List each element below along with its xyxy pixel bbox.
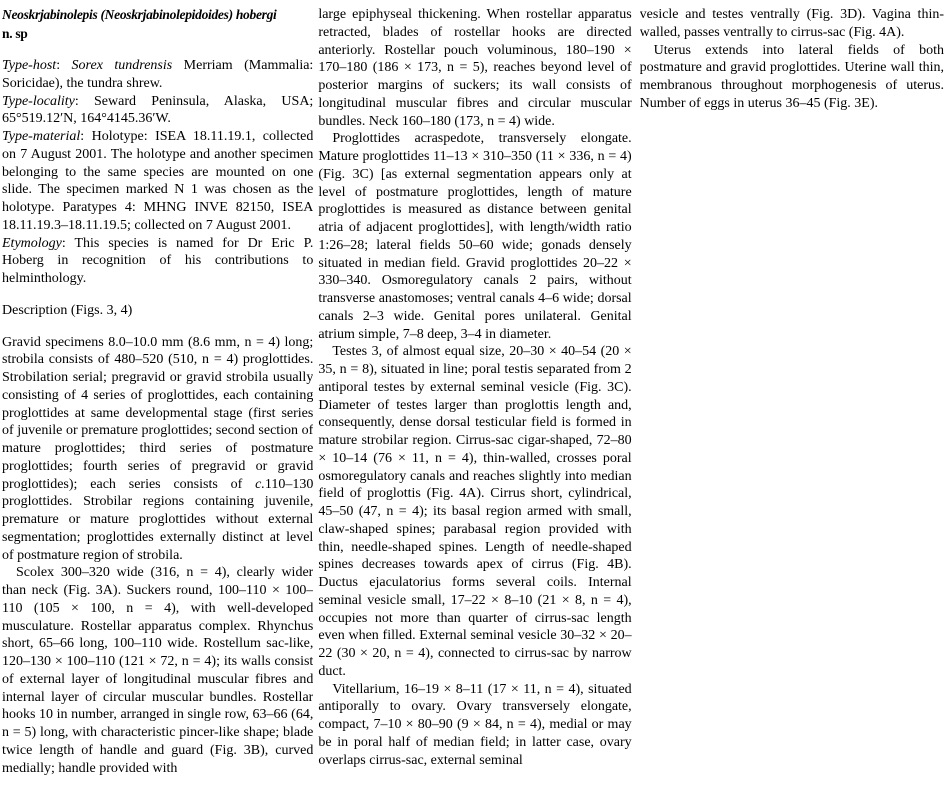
text-segment: Testes 3, of almost equal size, 20–30 × 40–54 (20 × 35, n = 8), situated in line; poral testis separated from 2 antiporal testes by external seminal vesicle (Fig. 3C). Diameter of testes larger than proglottis length and, consequently, dense dorsal testicular field is formed in mature strobilar region. Cirrus-sac cigar-shaped, 72–80 × 10–14 (76 × 11, n = 4), thin-walled, crosses poral osmoregulatory canals and reaches slightly into median field of proglottis (Fig. 4A). Cirrus short, cylindrical, 45–50 (47, n = 4); its basal region armed with small, claw-shaped spines; parabasal region provided with thin, needle-shaped spines. Length of needle-shaped spines decreases towards apex of cirrus (Fig. 4B). Ductus ejaculatorius forms several coils. Internal seminal vesicle small, 17–22 × 8–10 (21 × 8, n = 4), occupies not more than quarter of cirrus-sac length even when filled. External seminal vesicle 30–32 × 20–22 (30 × 20, n = 4), connected to cirrus-sac by narrow duct. [318, 344, 632, 679]
column-middle [318, 6, 631, 791]
text-segment: Neoskrjabinolepis (Neoskrjabinolepidoides) hobergi [2, 7, 277, 22]
text-segment: Vitellarium, 16–19 × 8–11 (17 × 11, n = 4), situated antiporally to ovary. Ovary transversely elongate, compact, 7–10 × 80–90 (9 × 84, n = 4), medial or may be in poral half of median field; in latter case, ovary overlaps cirrus-sac, external seminal [318, 681, 632, 768]
text-segment: large epiphyseal thickening. When rostellar apparatus retracted, blades of rostellar hooks are directed anteriorly. Rostellar pouch voluminous, 180–190 × 170–180 (186 × 173, n = 5), reaches beyond level of posterior margins of suckers; its wall consists of longitudinal muscular fibres and circular muscular bundles. Neck 160–180 (173, n = 4) wide. [318, 7, 632, 129]
scolex-paragraph [2, 564, 313, 777]
text-segment: Proglottides acraspedote, transversely elongate. Mature proglottides 11–13 × 310–350 (11 × 336, n = 4) (Fig. 3C) [as external segmentation appears only at level of postmature proglottides, length of mature proglottides is measured as distance between genital atria of adjacent proglottides], with length/width ratio 1:26–28; lateral fields 50–60 wide; gonads densely situated in median field. Gravid proglottides 20–22 × 330–340. Osmoregulatory canals 2 pairs, without transverse anastomoses; ventral canals 4–6 wide; dorsal canals 2–3 wide. Genital pores unilateral. Genital atrium simple, 7–8 deep, 3–4 in diameter. [318, 131, 632, 342]
testes-paragraph [318, 343, 631, 680]
text-segment: Description (Figs. 3, 4) [2, 302, 133, 318]
description-gravid-paragraph [2, 334, 313, 565]
text-segment: Merriam (Mammalia: Soricidae), the tundra shrew. [2, 58, 314, 91]
uterus-paragraph [640, 42, 944, 113]
text-segment: Type-locality [2, 93, 75, 109]
text-segment: Type-host [2, 58, 57, 73]
column-left [2, 6, 313, 791]
text-segment: vesicle and testes ventrally (Fig. 3D). Vagina thin-walled, passes ventrally to cirrus-sac (Fig. 4A). [639, 7, 944, 40]
text-segment: Scolex 300–320 wide (316, n = 4), clearly wider than neck (Fig. 3A). Suckers round, 100–110 × 100–110 (105 × 100, n = 4), with well-developed musculature. Rostellar apparatus complex. Rhynchus short, 65–66 long, 100–110 wide. Rostellum sac-like, 120–130 × 100–110 (121 × 72, n = 4); its walls consist of external layer of longitudinal muscular fibres and internal layer of circular muscular bundles. Rostellar hooks 10 in number, arranged in single row, 63–66 (64, n = 5) long, with characteristic pincer-like shape; blade twice length of handle and guard (Fig. 3B), curved medially; handle provided with [2, 565, 314, 776]
proglottides-paragraph [318, 130, 631, 343]
text-segment: c. [255, 476, 265, 492]
type-locality [2, 93, 313, 129]
description-heading [2, 302, 313, 320]
text-segment: Type-material [2, 129, 81, 144]
text-segment: Etymology [2, 235, 62, 251]
text-segment: : Holotype: ISEA 18.11.19.1, collected on 7 August 2001. The holotype and another specimen belonging to the same species are mounted on one slide. The specimen marked N 1 was chosen as the holotype. Paratypes 4: MHNG INVE 82150, ISEA 18.11.19.3–18.11.19.5; collected on 7 August 2001. [2, 129, 314, 233]
text-segment: Sorex tundrensis [71, 58, 173, 73]
text-segment: : [56, 58, 72, 73]
text-segment: 110–130 proglottides. Strobilar regions containing juvenile, premature or mature proglottides without external segmentation; proglottides externally distinct at level of postmature region of strobila. [2, 476, 314, 563]
type-material [2, 128, 313, 235]
vitellarium-paragraph [318, 681, 631, 770]
text-segment: n. sp [2, 25, 28, 41]
column-right [640, 6, 944, 791]
text-segment: : This species is named for Dr Eric P. Hoberg in recognition of his contributions to helminthology. [2, 235, 314, 286]
rostellar-continuation-paragraph [318, 6, 631, 130]
text-segment: : Seward Peninsula, Alaska, USA; 65°519.12′N, 164°4145.36′W. [2, 93, 314, 127]
etymology [2, 235, 313, 288]
species-title [2, 6, 313, 43]
ovary-continuation-paragraph [640, 6, 944, 42]
text-segment: Gravid specimens 8.0–10.0 mm (8.6 mm, n = 4) long; strobila consists of 480–520 (510, n = 4) proglottides. Strobilation serial; pregravid or gravid strobila usually consisting of 4 series of proglottides, each containing proglottides at same developmental stage (first series of juvenile or premature proglottides; second section of mature proglottides; third series of postmature proglottides; fourth series of pregravid or gravid proglottides); each series consists of [2, 334, 314, 492]
text-segment: Uterus extends into lateral fields of both postmature and gravid proglottides. Uterine wall thin, membranous throughout morphogenesis of uterus. Number of eggs in uterus 36–45 (Fig. 3E). [639, 42, 944, 111]
type-host [2, 57, 313, 93]
